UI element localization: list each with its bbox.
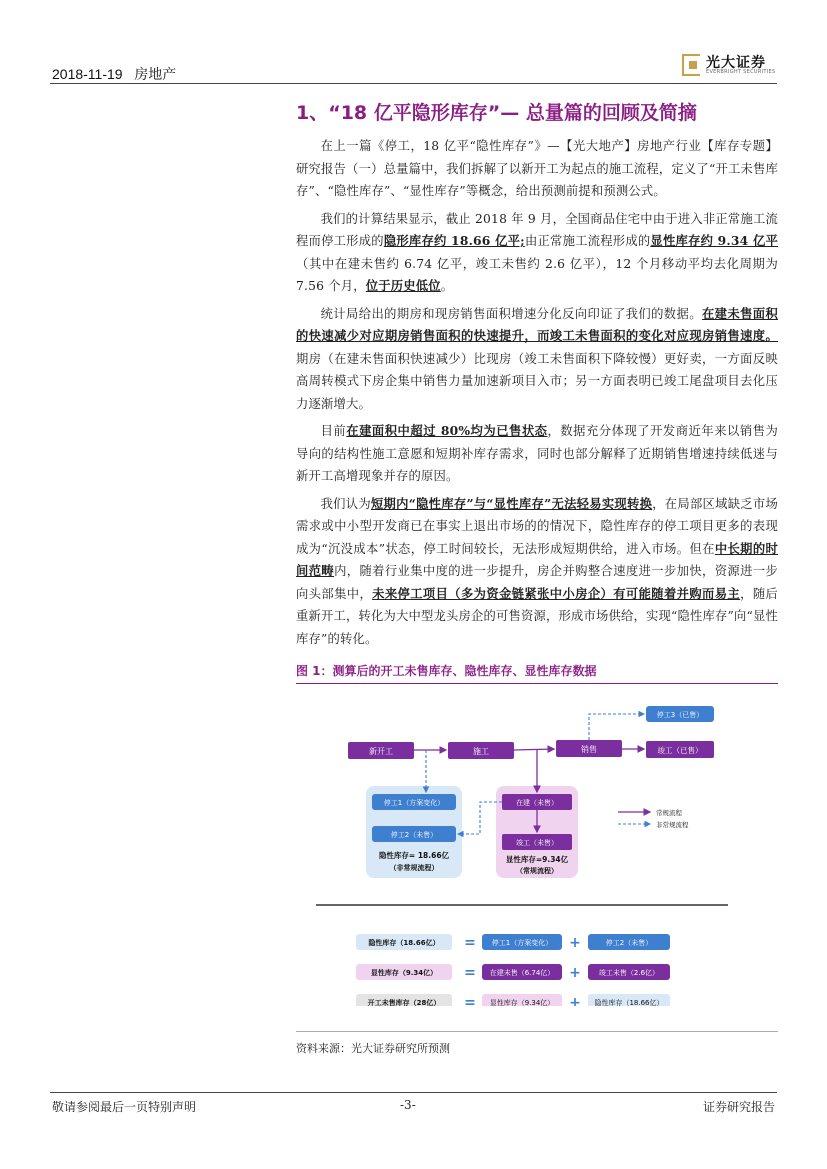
equation-row-2 [356, 964, 670, 981]
footer-page-number: -3- [400, 1098, 416, 1112]
label-visible-note: （常规流程） [516, 867, 558, 875]
p2-text-c: 由正常施工流程形成的 [524, 234, 651, 248]
label-visible-total: 显性库存=9.34亿 [505, 855, 569, 864]
eq3-lhs: 开工未售库存（28亿） [367, 999, 441, 1006]
eq2-term1: 在建未售（6.74亿） [489, 969, 555, 977]
header-sector: 房地产 [134, 66, 177, 82]
eq3-term2: 隐性库存（18.66亿） [594, 999, 664, 1006]
eq1-equals: = [464, 935, 476, 951]
p4-text-a: 目前 [320, 424, 347, 438]
label-stop1: 停工1（方案变化） [383, 799, 445, 807]
label-sales: 销售 [581, 745, 597, 754]
eq2-term2: 竣工未售（2.6亿） [598, 969, 660, 977]
figure-bottom-rule [296, 1031, 778, 1032]
arrow-inbuild-stop2 [458, 802, 502, 834]
p5-emph-d: 中长期的时间范畴 [296, 540, 778, 578]
p4-text-c: ，数据充分体现了开发商近年来以销售为导向的结构性施工意愿和短期补库存需求，同时也部分解释了近期销售增速持续低迷与新开工高增现象并存的原因。 [296, 424, 778, 483]
paragraph-4 [296, 420, 778, 488]
eq3-plus: + [569, 995, 581, 1006]
p2-emph-hidden: 隐形库存约 18.66 亿平; [383, 233, 525, 248]
p5-text-c: ，在局部区域缺乏市场需求或中小型开发商已在事实上退出市场的的情况下，隐性库存的停工项目更多的表现成为“沉没成本”状态，停工时间较长，无法形成短期供给，进入市场。但在 [296, 496, 778, 556]
p2-text-g: 。 [440, 279, 454, 293]
equation-row-3 [356, 994, 670, 1006]
figure-diagram [296, 686, 778, 1006]
footer-report-type: 证券研究报告 [702, 1100, 775, 1114]
p3-text-c: 期房（在建未售面积快速减少）比现房（竣工未售面积下降较慢）更好卖，一方面反映高周转模式下房企集中销售力量加速新项目入市；另一方面表明已竣工尾盘项目去化压力逐渐增大。 [296, 351, 778, 411]
company-logo [682, 52, 782, 78]
equation-row-1 [356, 934, 670, 951]
eq3-term1: 显性库存（9.34亿） [489, 999, 555, 1006]
label-stop3: 停工3（已售） [656, 711, 704, 719]
label-hidden-note: （非常规流程） [389, 864, 439, 872]
eq1-term1: 停工1（方案变化） [491, 939, 553, 947]
p3-text-a: 统计局给出的期房和现房销售面积增速分化反向印证了我们的数据。 [320, 306, 702, 321]
eq2-plus: + [569, 965, 581, 981]
figure-title: 图 1：测算后的开工未售库存、隐性库存、显性库存数据 [296, 664, 597, 678]
legend-abnormal-label: 非常规流程 [656, 821, 689, 829]
p4-emph: 在建面积中超过 80%均为已售状态 [346, 423, 548, 438]
label-construction: 施工 [473, 747, 489, 756]
p2-emph-low: 位于历史低位 [365, 278, 441, 293]
footer-divider [50, 1092, 777, 1093]
eq1-plus: + [569, 935, 581, 951]
paragraph-5 [296, 493, 778, 651]
p5-text-g: ，随后重新开工，转化为大中型龙头房企的可售资源，形成市场供给，实现“隐性库存”向“显性库存”的转化。 [296, 586, 778, 646]
label-in-build: 在建（未售） [516, 799, 558, 807]
label-stop2: 停工2（未售） [390, 831, 438, 839]
p5-text-e: 内，随着行业集中度的进一步提升，房企并购整合速度进一步加快，资源进一步向头部集中， [296, 564, 778, 601]
p5-text-a: 我们认为 [320, 496, 371, 511]
paragraph-1: 在上一篇《停工，18 亿平“隐性库存”》—【光大地产】房地产行业【库存专题】研究报告（一）总量篇中，我们拆解了以新开工为起点的施工流程，定义了“开工未售库存”、“隐性库存”、“显性库存”等概念，给出预测前提和预测公式。 [296, 139, 778, 198]
section-title: 1、“18 亿平隐形库存”— 总量篇的回顾及简摘 [296, 102, 697, 124]
eq1-lhs: 隐性库存（18.66亿） [368, 939, 440, 947]
figure-source: 资料来源：光大证券研究所预测 [296, 1042, 450, 1055]
p5-emph-b: 短期内“隐性库存”与“显性库存”无法轻易实现转换 [370, 495, 653, 511]
label-hidden-total: 隐性库存= 18.66亿 [378, 851, 450, 860]
header-date: 2018-11-19 [52, 66, 123, 82]
p2-text-e: （其中在建未售约 6.74 亿平，竣工未售约 2.6 亿平），12 个月移动平均去化周期为 7.56 个月， [296, 256, 778, 293]
header-date-sector [52, 64, 176, 84]
legend-normal-label: 常规流程 [656, 809, 682, 817]
paragraph-2 [296, 208, 778, 298]
paragraph-3 [296, 303, 778, 416]
flow-diagram [296, 686, 778, 1006]
label-completed-unsold: 竣工（未售） [516, 839, 558, 847]
logo-name-en: EVERBRIGHT SECURITIES [706, 69, 776, 75]
label-completed-sold: 竣工（已售） [657, 746, 703, 755]
label-new-start: 新开工 [369, 747, 393, 756]
footer-disclaimer: 敬请参阅最后一页特别声明 [52, 1100, 197, 1114]
header-divider [50, 83, 777, 84]
eq2-equals: = [464, 965, 476, 981]
logo-name: 光大证券 [706, 55, 766, 71]
p2-emph-visible: 显性库存约 9.34 亿平 [650, 233, 778, 248]
figure-top-rule [296, 683, 778, 684]
eq1-term2: 停工2（未售） [605, 939, 653, 947]
p5-emph-f: 未来停工项目（多为资金链紧张中小房企）有可能随着并购而易主 [372, 585, 741, 601]
logo-mark-icon [682, 54, 700, 76]
main-content [296, 98, 778, 1006]
arrow-construction-sales [514, 749, 554, 750]
p2-text-a: 我们的计算结果显示，截止 2018 年 9 月，全国商品住宅中由于进入非正常施工流程而停工形成的 [296, 211, 778, 248]
eq2-lhs: 显性库存（9.34亿） [370, 969, 438, 977]
eq3-equals: = [464, 995, 476, 1006]
arrow-sales-stop3 [589, 714, 644, 740]
p3-emph: 在建未售面积的快速减少对应期房销售面积的快速提升，而竣工未售面积的变化对应现房销售速度。 [296, 305, 778, 343]
